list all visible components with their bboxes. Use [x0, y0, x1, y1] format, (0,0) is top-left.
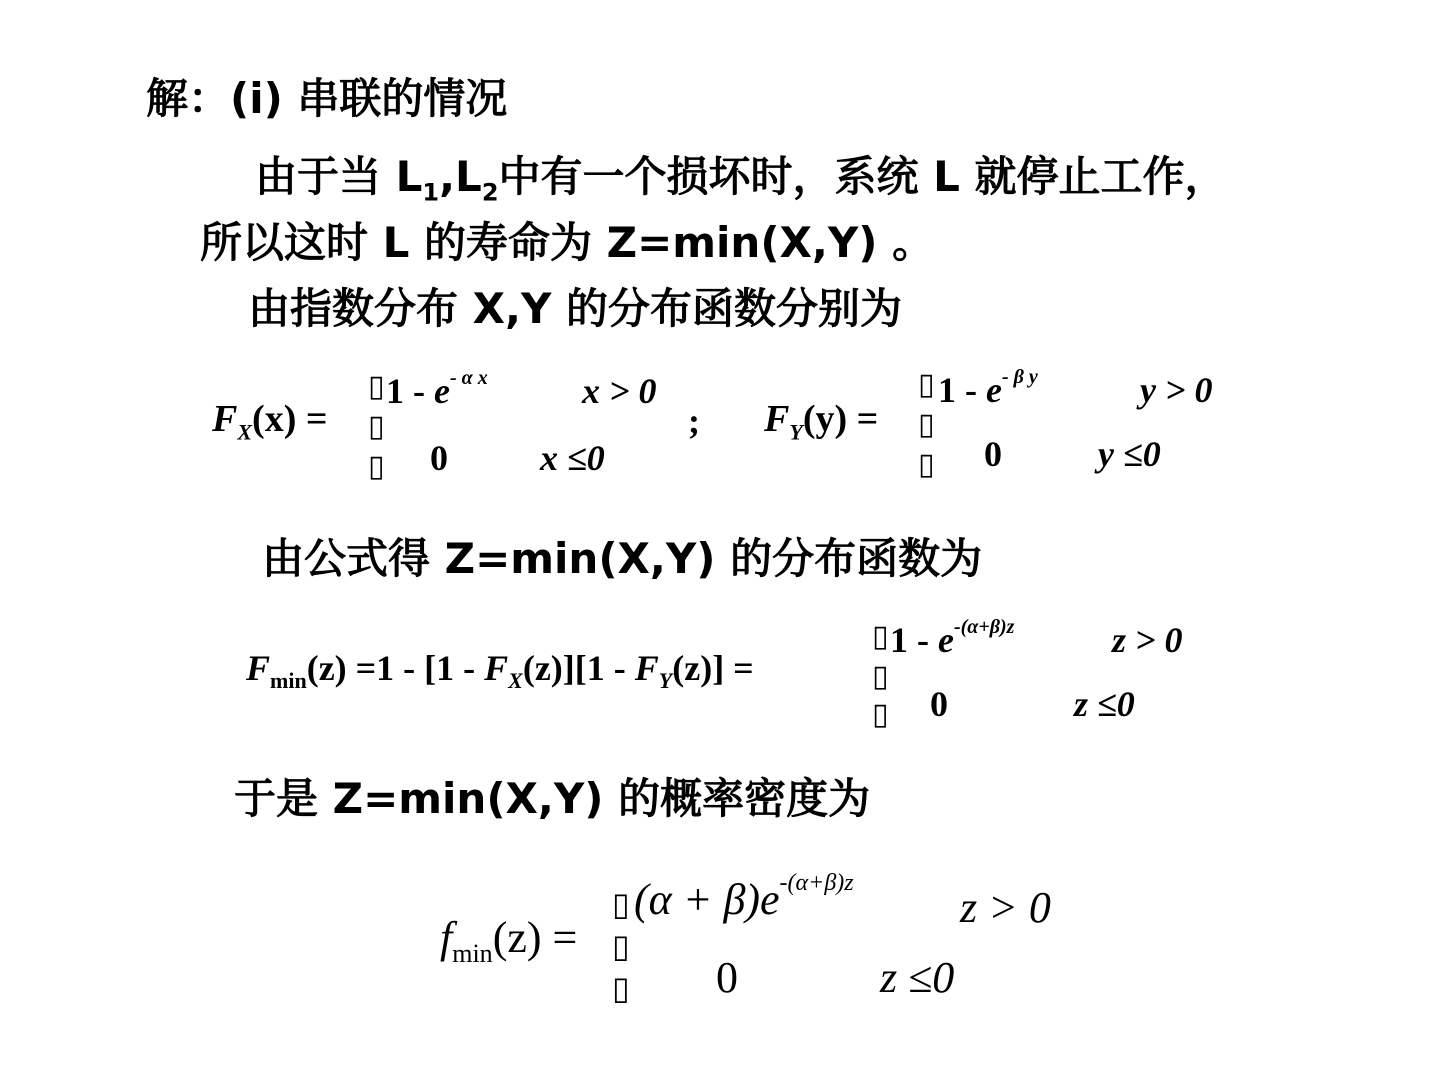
- fy-row2-cond: y ≤0: [1098, 434, 1161, 474]
- fy-row1: [938, 366, 1038, 410]
- fy-row2-val: 0: [984, 434, 1002, 474]
- pdf-row2-cond: z ≤0: [880, 953, 955, 1002]
- heading: 解：(i) 串联的情况: [146, 74, 508, 123]
- brace-top: ▯: [872, 619, 889, 654]
- fy-lhs: [764, 398, 879, 445]
- fy-e: e: [986, 370, 1002, 410]
- fmin-row1-val: 1 -: [890, 620, 938, 660]
- fy-F: F: [764, 398, 790, 440]
- pdf-row1: [634, 870, 854, 924]
- fmin-row1: [890, 616, 1015, 660]
- fmin-row1-cond: z > 0: [1112, 620, 1183, 660]
- brace-bottom: ▯: [612, 969, 630, 1007]
- pdf-e: e: [760, 875, 780, 924]
- pdf-sub: min: [452, 938, 493, 968]
- brace-mid: ▯: [612, 927, 630, 965]
- fmin-part1: (z) =1 - [1 -: [306, 648, 485, 688]
- pdf-row1-cond: z > 0: [960, 883, 1051, 932]
- line-1-part-b: ,L: [439, 152, 482, 201]
- fx-row1: [386, 367, 488, 411]
- subscript-2: 2: [481, 178, 499, 207]
- fx-row1-cond: x > 0: [582, 371, 657, 411]
- fmin-lhs: [246, 648, 754, 694]
- fmin-FX: F: [484, 648, 509, 688]
- fx-sub: X: [237, 419, 253, 445]
- subscript-1: 1: [422, 178, 440, 207]
- fmin-sub: min: [270, 668, 307, 694]
- line-5: 于是 Z=min(X,Y) 的概率密度为: [234, 774, 871, 823]
- fmin-row2-cond: z ≤0: [1074, 684, 1135, 724]
- fy-row1-cond: y > 0: [1140, 370, 1213, 410]
- fmin-FY-sub: Y: [658, 668, 673, 694]
- fx-F: F: [212, 398, 238, 440]
- fmin-F: F: [246, 648, 271, 688]
- brace-bottom: ▯: [918, 447, 935, 482]
- fx-e: e: [434, 371, 450, 411]
- brace-mid: ▯: [918, 407, 935, 442]
- line-1: [255, 152, 1227, 207]
- fmin-row2-val: 0: [930, 684, 948, 724]
- fx-arg: (x) =: [252, 398, 328, 440]
- semicolon: ;: [688, 401, 700, 441]
- fy-arg: (y) =: [802, 398, 879, 440]
- fmin-end: (z)] =: [672, 648, 754, 688]
- fy-sub: Y: [789, 419, 803, 445]
- fx-row2-cond: x ≤0: [540, 438, 605, 478]
- fmin-exp: -(α+β)z: [953, 616, 1015, 638]
- fmin-e: e: [938, 620, 954, 660]
- line-1-part-a: 由于当 L: [255, 152, 423, 201]
- fx-row2-val: 0: [430, 438, 448, 478]
- line-3: 由指数分布 X,Y 的分布函数分别为: [248, 284, 902, 333]
- pdf-exp: -(α+β)z: [779, 870, 854, 897]
- fy-row1-val: 1 -: [938, 370, 986, 410]
- pdf-arg: (z) =: [492, 913, 578, 962]
- fx-lhs: [212, 398, 328, 445]
- brace-bottom: ▯: [872, 697, 889, 732]
- brace-top: ▯: [612, 885, 630, 923]
- line-1-part-c: 中有一个损坏时，系统 L 就停止工作，: [498, 152, 1227, 201]
- brace-bottom: ▯: [368, 449, 385, 484]
- pdf-row1-val: (α + β): [634, 875, 761, 924]
- line-4: 由公式得 Z=min(X,Y) 的分布函数为: [262, 534, 983, 583]
- pdf-row2-val: 0: [716, 953, 738, 1002]
- brace-top: ▯: [918, 367, 935, 402]
- pdf-lhs: [440, 913, 578, 968]
- fmin-mid: (z)][1 -: [522, 648, 635, 688]
- line-2: 所以这时 L 的寿命为 Z=min(X,Y) 。: [200, 218, 935, 267]
- brace-mid: ▯: [368, 409, 385, 444]
- pdf-f: f: [440, 913, 453, 962]
- fx-row1-val: 1 -: [386, 371, 434, 411]
- fy-exp: - β y: [1001, 366, 1038, 388]
- fmin-FX-sub: X: [508, 668, 523, 694]
- brace-top: ▯: [368, 369, 385, 404]
- brace-mid: ▯: [872, 659, 889, 694]
- fx-exp: - α x: [449, 367, 488, 389]
- fmin-FY: F: [634, 648, 659, 688]
